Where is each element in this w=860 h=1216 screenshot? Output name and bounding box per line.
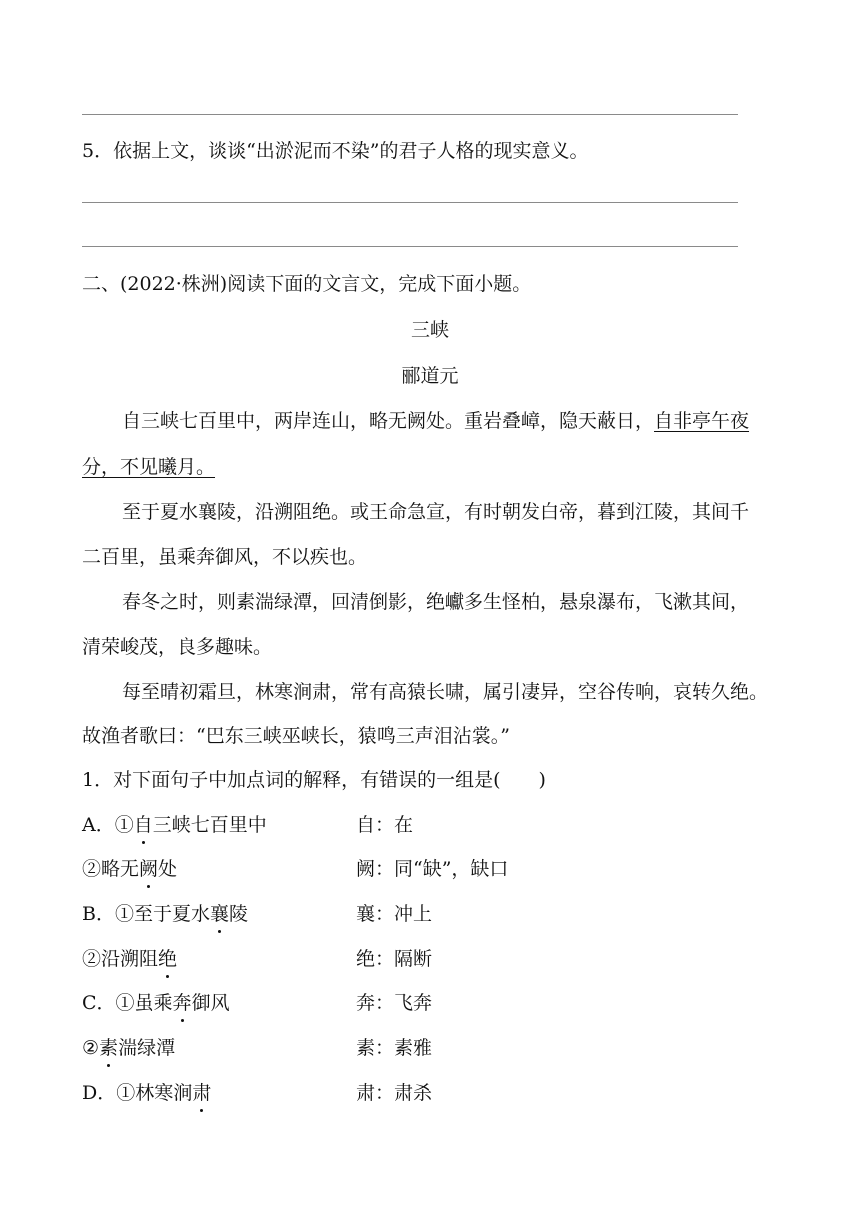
- paragraph-4-line-1: 每至晴初霜旦，林寒涧肃，常有高猿长啸，属引凄异，空谷传响，哀转久绝。: [122, 681, 769, 703]
- answer-line: [82, 202, 738, 203]
- dotted-word: 自: [133, 814, 153, 836]
- option-d-1-gloss: 肃：肃杀: [356, 1082, 433, 1104]
- paragraph-4-line-2: 故渔者歌曰：“巴东三峡巫峡长，猿鸣三声泪沾裳。”: [82, 725, 510, 747]
- passage-author: 郦道元: [401, 365, 459, 387]
- question-5: 5．依据上文，谈谈“出淤泥而不染”的君子人格的现实意义。: [82, 140, 589, 162]
- option-a-2: ②略无阙处: [82, 858, 178, 880]
- option-a-1: A．①自三峡七百里中: [82, 814, 267, 836]
- option-c-1: C．①虽乘奔御风: [82, 992, 230, 1014]
- option-c-2: ②素湍绿潭: [82, 1037, 176, 1059]
- option-a-2-gloss: 阙：同“缺”，缺口: [356, 858, 509, 880]
- answer-line: [82, 246, 738, 247]
- option-c-1-gloss: 奔：飞奔: [356, 992, 433, 1014]
- paragraph-1-line-2: 分，不见曦月。: [82, 456, 216, 478]
- dotted-word: 奔: [172, 992, 192, 1014]
- option-b-2: ②沿溯阻绝: [82, 948, 178, 970]
- paragraph-3-line-1: 春冬之时，则素湍绿潭，回清倒影，绝巘多生怪柏，悬泉瀑布，飞漱其间，: [122, 591, 750, 613]
- dotted-word: 绝: [158, 948, 178, 970]
- option-b-1: B．①至于夏水襄陵: [82, 903, 248, 925]
- underlined-sentence: 自非亭午夜: [654, 410, 750, 432]
- section-heading: 二、(2022·株洲)阅读下面的文言文，完成下面小题。: [82, 273, 532, 295]
- option-b-1-gloss: 襄：冲上: [356, 903, 433, 925]
- answer-line: [82, 114, 738, 115]
- passage-title: 三峡: [410, 319, 449, 341]
- question-1-stem: 1．对下面句子中加点词的解释，有错误的一组是( ): [82, 769, 546, 791]
- paragraph-1-line-1: 自三峡七百里中，两岸连山，略无阙处。重岩叠嶂，隐天蔽日，自非亭午夜: [122, 410, 750, 432]
- option-c-2-gloss: 素：素雅: [356, 1037, 433, 1059]
- paragraph-3-line-2: 清荣峻茂，良多趣味。: [82, 636, 273, 658]
- dotted-word: 阙: [139, 858, 159, 880]
- option-a-1-gloss: 自：在: [356, 814, 414, 836]
- option-d-1: D．①林寒涧肃: [82, 1082, 212, 1104]
- dotted-word: 肃: [192, 1082, 212, 1104]
- option-b-2-gloss: 绝：隔断: [356, 948, 433, 970]
- paragraph-2-line-1: 至于夏水襄陵，沿溯阻绝。或王命急宣，有时朝发白帝，暮到江陵，其间千: [122, 501, 750, 523]
- dotted-word: 素: [99, 1037, 119, 1059]
- paragraph-2-line-2: 二百里，虽乘奔御风，不以疾也。: [82, 546, 368, 568]
- dotted-word: 襄: [209, 903, 229, 925]
